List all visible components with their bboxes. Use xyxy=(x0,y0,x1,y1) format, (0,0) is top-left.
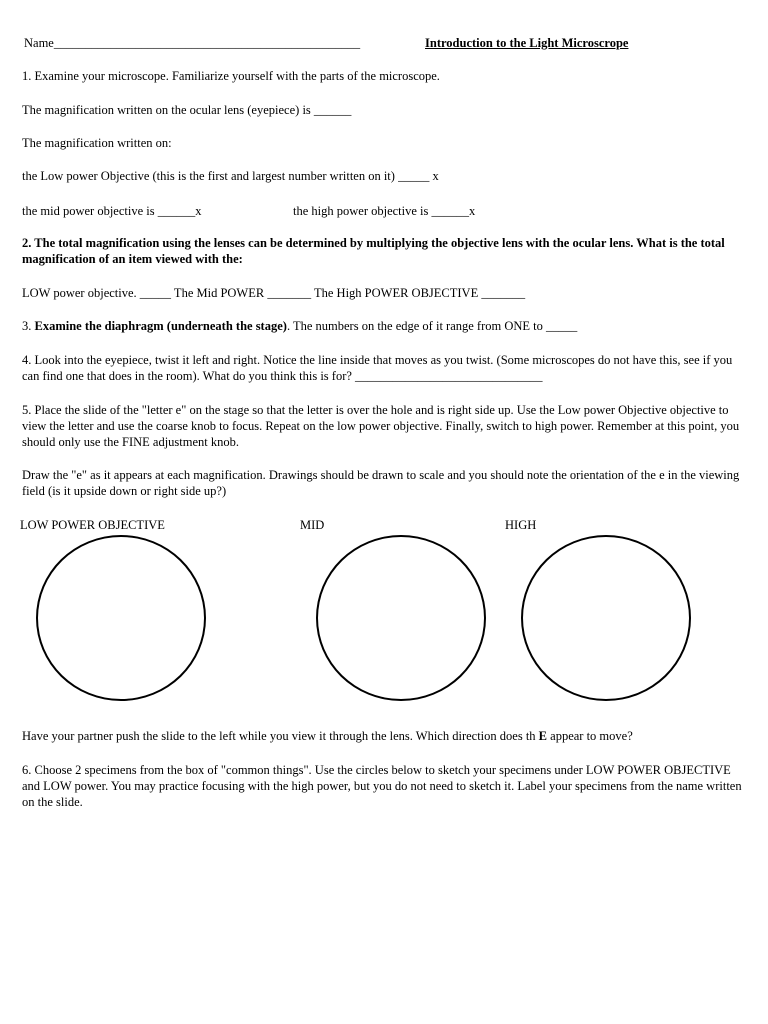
q3-rest: . The numbers on the edge of it range from ONE to _____ xyxy=(286,319,578,333)
q5-partner-post: appear to move? xyxy=(547,729,633,743)
label-high: HIGH xyxy=(505,518,537,532)
q5-draw: Draw the "e" as it appears at each magnification. Drawings should be drawn to scale and you should note the orientation of the e in the viewing field (is it upside down or right side up?) xyxy=(22,468,740,498)
name-label: Name xyxy=(24,36,54,50)
q4-text: 4. Look into the eyepiece, twist it left and right. Notice the line inside that moves as you twist. (Some microscopes do not have this, see if you can find one that does in the room). What do you think this is for? ______________________________ xyxy=(22,353,733,383)
q1-text: 1. Examine your microscope. Familiarize yourself with the parts of the microscope. xyxy=(22,69,440,83)
label-low-power: LOW POWER OBJECTIVE xyxy=(20,518,165,532)
page-title: Introduction to the Light Microscrope xyxy=(425,36,629,50)
q3-line xyxy=(22,318,577,334)
q6-text: 6. Choose 2 specimens from the box of "common things". Use the circles below to sketch your specimens under LOW POWER OBJECTIVE and LOW power. You may practice focusing with the high power, but you do not need to sketch it. Label your specimens from the name written on the slide. xyxy=(22,763,742,809)
drawing-circle-mid[interactable] xyxy=(316,535,486,701)
q3-bold: Examine the diaphragm (underneath the stage) xyxy=(34,319,287,333)
q5-partner-pre: Have your partner push the slide to the left while you view it through the lens. Which direction does th xyxy=(22,729,539,743)
label-mid: MID xyxy=(300,518,325,532)
q2-answers: LOW power objective. _____ The Mid POWER _______ The High POWER OBJECTIVE _______ xyxy=(22,286,526,300)
q1-mid-objective: the mid power objective is ______x xyxy=(22,204,202,218)
q1-written-on: The magnification written on: xyxy=(22,136,172,150)
q2-text: 2. The total magnification using the lenses can be determined by multiplying the objective lens with the ocular lens. What is the total magnification of an item viewed with the: xyxy=(22,236,725,266)
q5-text: 5. Place the slide of the "letter e" on the stage so that the letter is over the hole and is right side up. Use the Low power Objective objective to view the letter and use the coarse knob to focus. Repeat on the low power objective. Finally, switch to high power. Remember at this point, you should only use the FINE adjustment knob. xyxy=(22,403,740,449)
q1-low-objective: the Low power Objective (this is the first and largest number written on it) _____ x xyxy=(22,169,439,183)
q5-partner-bold: E xyxy=(538,729,548,743)
name-line[interactable] xyxy=(24,35,360,51)
drawing-circle-high[interactable] xyxy=(521,535,691,701)
q3-number: 3. xyxy=(22,319,35,333)
q5-partner xyxy=(22,728,633,744)
drawing-circle-low[interactable] xyxy=(36,535,206,701)
q1-high-objective: the high power objective is ______x xyxy=(293,204,476,218)
name-blank[interactable]: _________________________________________________ xyxy=(53,36,361,50)
q1-ocular: The magnification written on the ocular lens (eyepiece) is ______ xyxy=(22,103,352,117)
